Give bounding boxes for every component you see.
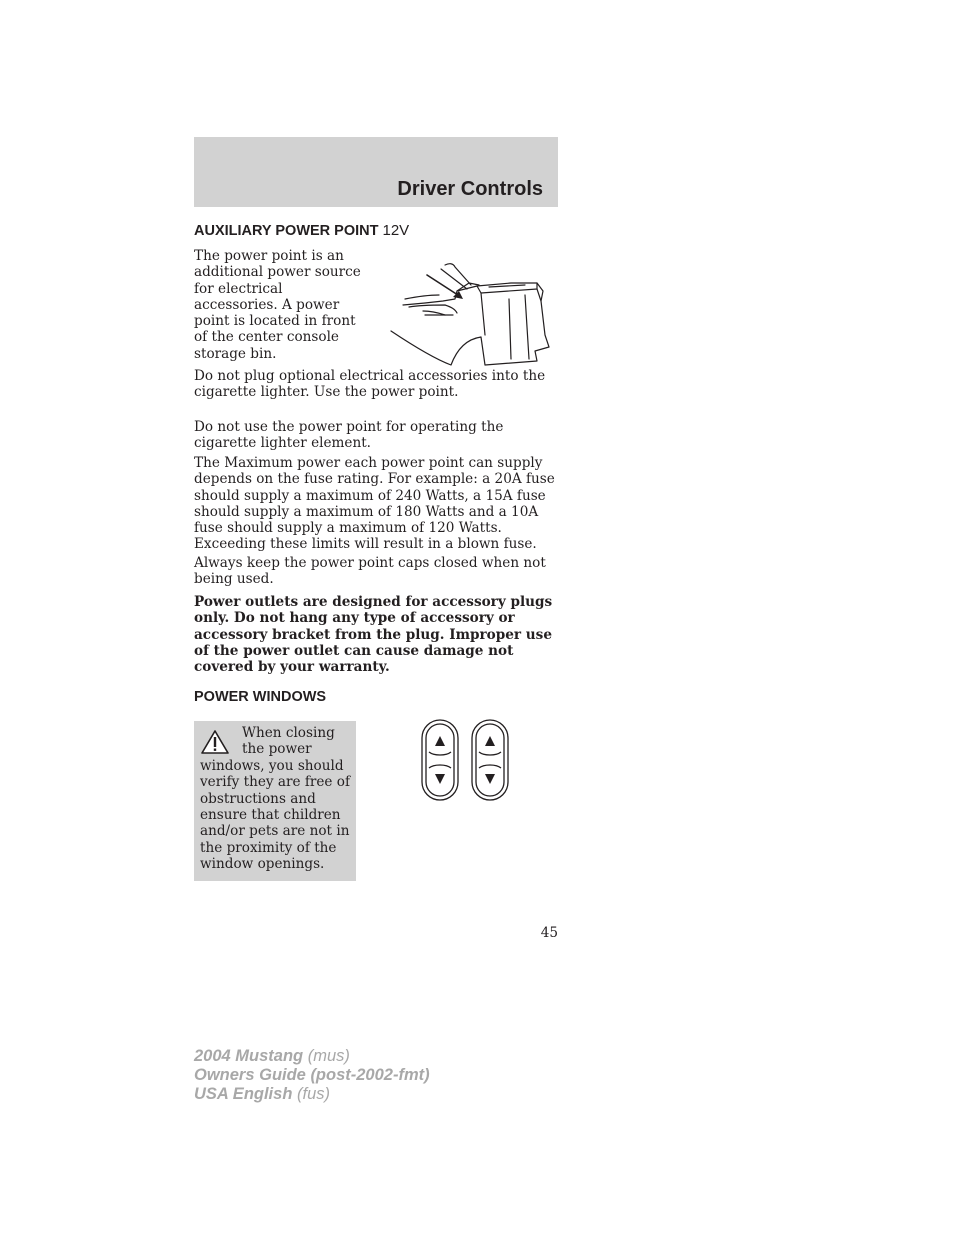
aux-power-heading — [194, 222, 409, 239]
voltage-label: 12V — [382, 222, 410, 239]
footer-language: USA English — [194, 1085, 293, 1103]
power-windows-warning-box — [194, 721, 356, 881]
section-title: Driver Controls — [397, 178, 543, 200]
para-max-power: The Maximum power each power point can supply depends on the fuse rating. For example: a 20A fuse should supply a maximum of 240 Watts, a 15A fuse should supply a maximum of 180 Watts and a 10A fuse should supply a maximum of 120 Watts. Exceeding these limits will result in a blown fuse. — [194, 455, 555, 553]
para-lighter-warning: Do not use the power point for operating the cigarette lighter element. — [194, 419, 504, 452]
power-windows-heading: POWER WINDOWS — [194, 689, 327, 705]
footer-guide: Owners Guide (post-2002-fmt) — [194, 1066, 430, 1084]
para-plug-warning: Do not plug optional electrical accessories into the cigarette lighter. Use the power point. — [194, 368, 546, 401]
footer-language-code: (fus) — [297, 1085, 330, 1103]
section-header-band — [194, 137, 558, 207]
para-caps-closed: Always keep the power point caps closed when not being used. — [194, 555, 546, 588]
center-console-power-point-illustration — [385, 255, 555, 370]
power-windows-warning-text: When closing the power windows, you should verify they are free of obstructions and ensure that children and/or pets are not in the proximity of the window openings. — [200, 725, 350, 873]
aux-power-intro: The power point is an additional power source for electrical accessories. A power point is located in front of the center console storage bin. — [194, 248, 361, 362]
footer-line-language — [194, 1085, 430, 1104]
footer-line-model — [194, 1047, 430, 1066]
document-footer — [194, 1047, 430, 1104]
para-outlet-warning: Power outlets are designed for accessory plugs only. Do not hang any type of accessory or accessory bracket from the plug. Improper use of the power outlet can cause damage not covered by your warranty. — [194, 594, 553, 676]
aux-power-heading-text: AUXILIARY POWER POINT — [194, 223, 379, 239]
footer-model: 2004 Mustang — [194, 1047, 304, 1065]
page-number: 45 — [540, 925, 558, 941]
footer-model-code: (mus) — [307, 1047, 350, 1065]
window-switch-icon — [418, 718, 512, 802]
